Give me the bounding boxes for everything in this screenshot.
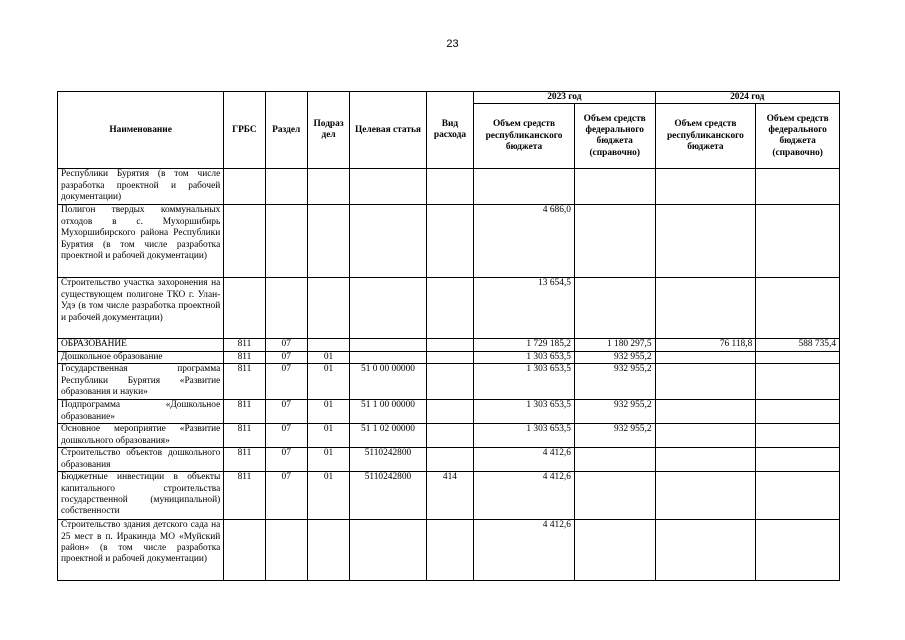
cell-name: Дошкольное образование: [58, 351, 224, 363]
cell-rep-budget-2023: 4 412,6: [474, 520, 575, 581]
cell-razdel: [265, 205, 307, 278]
cell-rep-budget-2024: [655, 424, 756, 448]
col-header-grbs: ГРБС: [224, 92, 265, 169]
cell-podrazdel: [307, 205, 349, 278]
cell-razdel: [265, 278, 307, 339]
cell-expense-type: [426, 205, 473, 278]
cell-fed-budget-2023: 932 955,2: [574, 351, 655, 363]
cell-expense-type: [426, 424, 473, 448]
cell-fed-budget-2024: [756, 351, 840, 363]
cell-target: [350, 339, 427, 351]
cell-rep-budget-2024: [655, 169, 756, 205]
cell-name: Строительство участка захоронения на существующем полигоне ТКО г. Улан-Удэ (в том числе разработка проектной и рабочей документации): [58, 278, 224, 339]
cell-rep-budget-2024: [655, 205, 756, 278]
cell-name: Бюджетные инвестиции в объекты капитального строительства государственной (муниципальной) собственности: [58, 472, 224, 520]
table-row: [58, 278, 840, 339]
cell-podrazdel: [307, 520, 349, 581]
cell-grbs: [224, 169, 265, 205]
cell-rep-budget-2023: 4 686,0: [474, 205, 575, 278]
cell-rep-budget-2024: [655, 448, 756, 472]
cell-target: 51 1 02 00000: [350, 424, 427, 448]
cell-rep-budget-2023: [474, 169, 575, 205]
cell-podrazdel: [307, 339, 349, 351]
col-header-expense-type: Вид расхода: [426, 92, 473, 169]
cell-razdel: 07: [265, 400, 307, 424]
col-header-year-2024: 2024 год: [655, 92, 839, 104]
cell-grbs: 811: [224, 472, 265, 520]
cell-fed-budget-2023: 1 180 297,5: [574, 339, 655, 351]
col-header-fed-budget-2023: Объем средств федерального бюджета (справочно): [574, 104, 655, 169]
cell-name: ОБРАЗОВАНИЕ: [58, 339, 224, 351]
cell-razdel: 07: [265, 472, 307, 520]
col-header-fed-budget-2024: Объем средств федерального бюджета (справочно): [756, 104, 840, 169]
table-row: [58, 424, 840, 448]
cell-fed-budget-2023: 932 955,2: [574, 400, 655, 424]
table-row: [58, 364, 840, 400]
cell-fed-budget-2024: [756, 205, 840, 278]
cell-name: Полигон твердых коммунальных отходов в с. Мухоршибирь Мухоршибирского района Республики Бурятия (в том числе разработка проектной и рабочей документации): [58, 205, 224, 278]
table-row: [58, 472, 840, 520]
page-number: 23: [446, 38, 459, 50]
cell-podrazdel: [307, 169, 349, 205]
cell-podrazdel: 01: [307, 472, 349, 520]
cell-target: [350, 520, 427, 581]
budget-table: [57, 91, 840, 581]
cell-razdel: 07: [265, 364, 307, 400]
header-row-years: [58, 92, 840, 104]
cell-fed-budget-2023: [574, 520, 655, 581]
cell-fed-budget-2024: 588 735,4: [756, 339, 840, 351]
cell-target: [350, 278, 427, 339]
cell-rep-budget-2024: [655, 400, 756, 424]
table-row: [58, 520, 840, 581]
cell-expense-type: [426, 169, 473, 205]
cell-target: 51 1 00 00000: [350, 400, 427, 424]
cell-rep-budget-2024: [655, 278, 756, 339]
col-header-name: Наименование: [58, 92, 224, 169]
cell-razdel: [265, 520, 307, 581]
cell-fed-budget-2024: [756, 424, 840, 448]
cell-target: [350, 169, 427, 205]
cell-rep-budget-2023: 4 412,6: [474, 448, 575, 472]
col-header-podrazdel: Подраз дел: [307, 92, 349, 169]
table-row: [58, 400, 840, 424]
cell-podrazdel: 01: [307, 424, 349, 448]
cell-rep-budget-2023: 1 303 653,5: [474, 364, 575, 400]
cell-expense-type: [426, 351, 473, 363]
cell-rep-budget-2023: 13 654,5: [474, 278, 575, 339]
cell-grbs: 811: [224, 448, 265, 472]
cell-name: Государственная программа Республики Бурятия «Развитие образования и науки»: [58, 364, 224, 400]
cell-fed-budget-2024: [756, 472, 840, 520]
col-header-target: Целевая статья: [350, 92, 427, 169]
cell-grbs: 811: [224, 339, 265, 351]
cell-target: 51 0 00 00000: [350, 364, 427, 400]
cell-rep-budget-2024: [655, 472, 756, 520]
cell-grbs: 811: [224, 364, 265, 400]
cell-rep-budget-2023: 1 303 653,5: [474, 424, 575, 448]
cell-razdel: [265, 169, 307, 205]
cell-podrazdel: 01: [307, 400, 349, 424]
col-header-rep-budget-2023: Объем средств республиканского бюджета: [474, 104, 575, 169]
cell-rep-budget-2023: 1 303 653,5: [474, 400, 575, 424]
cell-fed-budget-2024: [756, 448, 840, 472]
cell-rep-budget-2023: 1 303 653,5: [474, 351, 575, 363]
cell-expense-type: [426, 520, 473, 581]
table-row: [58, 169, 840, 205]
cell-razdel: 07: [265, 448, 307, 472]
table-row: [58, 351, 840, 363]
cell-target: 5110242800: [350, 448, 427, 472]
col-header-rep-budget-2024: Объем средств республиканского бюджета: [655, 104, 756, 169]
cell-target: [350, 205, 427, 278]
cell-rep-budget-2024: 76 118,8: [655, 339, 756, 351]
cell-rep-budget-2024: [655, 351, 756, 363]
cell-grbs: 811: [224, 351, 265, 363]
cell-name: Строительство объектов дошкольного образования: [58, 448, 224, 472]
cell-grbs: 811: [224, 424, 265, 448]
cell-fed-budget-2023: [574, 278, 655, 339]
cell-podrazdel: 01: [307, 448, 349, 472]
cell-name: Республики Бурятия (в том числе разработка проектной и рабочей документации): [58, 169, 224, 205]
col-header-year-2023: 2023 год: [474, 92, 655, 104]
cell-fed-budget-2023: [574, 448, 655, 472]
cell-target: [350, 351, 427, 363]
cell-rep-budget-2024: [655, 520, 756, 581]
cell-expense-type: [426, 278, 473, 339]
cell-rep-budget-2023: 1 729 185,2: [474, 339, 575, 351]
cell-fed-budget-2023: 932 955,2: [574, 364, 655, 400]
cell-podrazdel: 01: [307, 351, 349, 363]
cell-expense-type: [426, 364, 473, 400]
cell-fed-budget-2023: [574, 472, 655, 520]
cell-fed-budget-2024: [756, 169, 840, 205]
cell-name: Строительство здания детского сада на 25 мест в п. Иракинда МО «Муйский район» (в том числе разработка проектной и рабочей документации): [58, 520, 224, 581]
cell-target: 5110242800: [350, 472, 427, 520]
col-header-razdel: Раздел: [265, 92, 307, 169]
cell-expense-type: [426, 400, 473, 424]
cell-rep-budget-2023: 4 412,6: [474, 472, 575, 520]
cell-grbs: [224, 278, 265, 339]
table-body: [58, 169, 840, 581]
cell-grbs: [224, 520, 265, 581]
cell-fed-budget-2023: 932 955,2: [574, 424, 655, 448]
cell-podrazdel: [307, 278, 349, 339]
cell-grbs: [224, 205, 265, 278]
cell-expense-type: [426, 339, 473, 351]
cell-fed-budget-2023: [574, 205, 655, 278]
cell-razdel: 07: [265, 339, 307, 351]
cell-fed-budget-2024: [756, 520, 840, 581]
cell-razdel: 07: [265, 424, 307, 448]
cell-fed-budget-2024: [756, 278, 840, 339]
cell-podrazdel: 01: [307, 364, 349, 400]
cell-fed-budget-2023: [574, 169, 655, 205]
cell-fed-budget-2024: [756, 400, 840, 424]
cell-rep-budget-2024: [655, 364, 756, 400]
cell-name: Основное мероприятие «Развитие дошкольного образования»: [58, 424, 224, 448]
table-row: [58, 339, 840, 351]
cell-name: Подпрограмма «Дошкольное образование»: [58, 400, 224, 424]
cell-grbs: 811: [224, 400, 265, 424]
table-row: [58, 448, 840, 472]
table-row: [58, 205, 840, 278]
cell-expense-type: [426, 448, 473, 472]
cell-fed-budget-2024: [756, 364, 840, 400]
cell-expense-type: 414: [426, 472, 473, 520]
cell-razdel: 07: [265, 351, 307, 363]
